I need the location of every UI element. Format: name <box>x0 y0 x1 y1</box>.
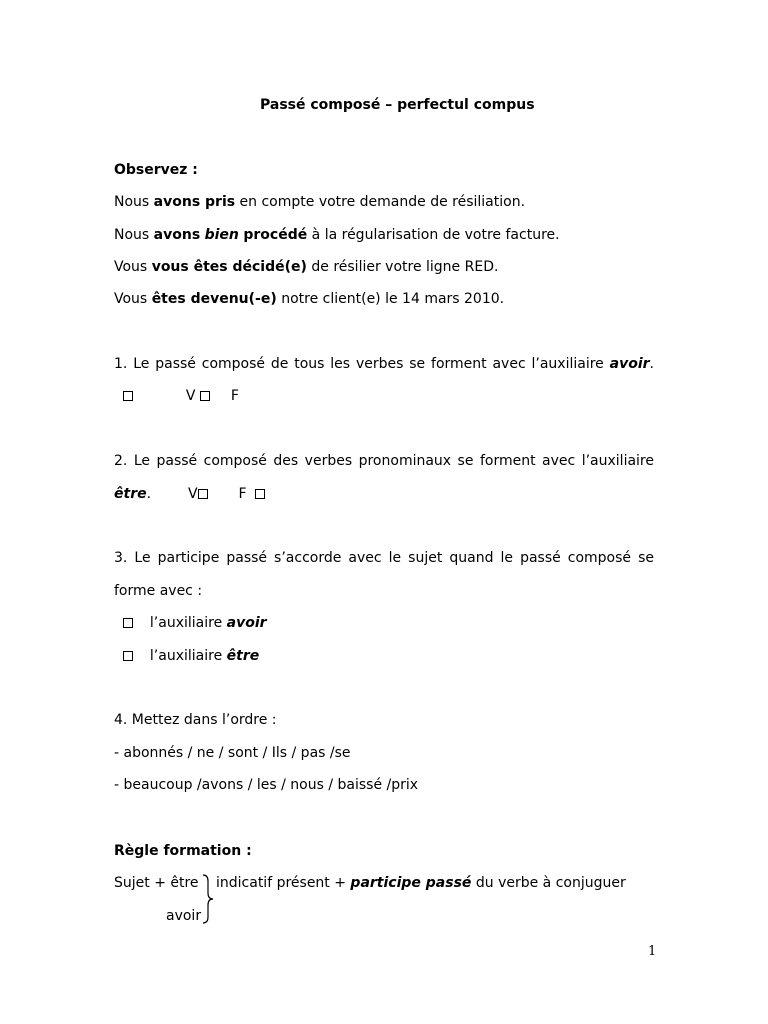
question-3-option-1 <box>123 613 267 633</box>
example-sentence-1 <box>114 192 525 212</box>
page-title: Passé composé – perfectul compus <box>260 97 535 113</box>
question-4-item-1: - abonnés / ne / sont / Ils / pas /se <box>114 745 351 761</box>
option-emphasis: être <box>226 648 260 664</box>
checkbox[interactable] <box>200 391 210 401</box>
sentence-verb: vous êtes décidé(e) <box>151 259 307 275</box>
question-3: 3. Le participe passé s’accorde avec le sujet quand le passé composé se <box>114 550 654 566</box>
option-v-label: V <box>185 388 196 404</box>
sentence-text: Nous <box>114 194 154 210</box>
question-3-option-2 <box>123 646 259 666</box>
sentence-verb: êtes devenu(-e) <box>151 291 277 307</box>
question-1-options <box>123 386 239 406</box>
page-number: 1 <box>648 944 657 959</box>
question-2-line2 <box>114 484 265 504</box>
checkbox[interactable] <box>123 618 133 628</box>
sentence-text: à la régularisation de votre facture. <box>307 227 560 243</box>
sentence-text: Vous <box>114 259 152 275</box>
regle-heading: Règle formation : <box>114 843 252 859</box>
question-4-heading: 4. Mettez dans l’ordre : <box>114 712 277 728</box>
question-punct: . <box>146 486 152 502</box>
regle-text: du verbe à conjuguer <box>471 875 626 891</box>
sentence-verb: procédé <box>243 227 308 243</box>
regle-subject: Sujet + être <box>114 875 199 891</box>
regle-text: indicatif présent + <box>216 875 351 891</box>
example-sentence-3 <box>114 257 498 277</box>
sentence-text: Nous <box>114 227 154 243</box>
sentence-text: en compte votre demande de résiliation. <box>235 194 526 210</box>
sentence-verb: avons <box>153 227 201 243</box>
example-sentence-4 <box>114 289 504 309</box>
option-f-label: F <box>238 486 247 502</box>
sentence-text: notre client(e) le 14 mars 2010. <box>276 291 505 307</box>
regle-formula <box>216 873 626 893</box>
observez-heading: Observez : <box>114 162 198 178</box>
sentence-adverb: bien <box>204 227 239 243</box>
question-1 <box>114 354 654 374</box>
question-3-line2: forme avec : <box>114 583 203 599</box>
regle-emphasis: participe passé <box>350 875 472 891</box>
question-2: 2. Le passé composé des verbes pronominaux se forment avec l’auxiliaire <box>114 453 654 469</box>
checkbox[interactable] <box>123 391 133 401</box>
curly-brace-icon <box>200 873 216 925</box>
option-emphasis: avoir <box>226 615 267 631</box>
option-v-label: V <box>187 486 198 502</box>
question-4-item-2: - beaucoup /avons / les / nous / baissé /prix <box>114 777 419 793</box>
sentence-verb: avons pris <box>153 194 236 210</box>
option-f-label: F <box>230 388 239 404</box>
checkbox[interactable] <box>198 489 208 499</box>
checkbox[interactable] <box>123 651 133 661</box>
question-punct: . <box>649 356 654 372</box>
question-emphasis: être <box>114 486 147 502</box>
option-label: l’auxiliaire <box>149 648 227 664</box>
option-label: l’auxiliaire <box>149 615 227 631</box>
sentence-text: Vous <box>114 291 152 307</box>
question-emphasis: avoir <box>609 356 650 372</box>
question-text: 1. Le passé composé de tous les verbes se forment avec l’auxiliaire <box>114 356 610 372</box>
sentence-text: de résilier votre ligne RED. <box>306 259 499 275</box>
regle-avoir: avoir <box>166 908 202 924</box>
checkbox[interactable] <box>255 489 265 499</box>
example-sentence-2 <box>114 225 560 245</box>
